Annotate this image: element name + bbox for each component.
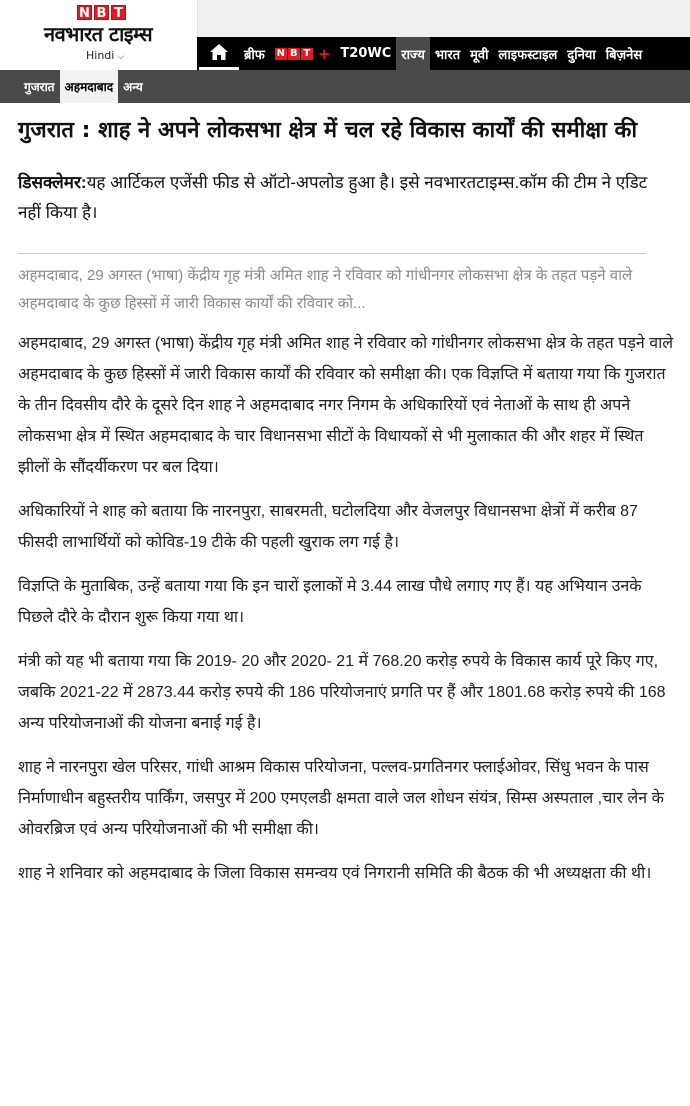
nav-item-movie[interactable] bbox=[465, 37, 493, 70]
nav-item-label: दुनिया bbox=[567, 47, 596, 63]
nav-item-nbt-plus[interactable] bbox=[270, 37, 336, 70]
sub-nav bbox=[0, 70, 690, 103]
language-selector[interactable] bbox=[86, 49, 124, 62]
nav-item-label: लाइफस्टाइल bbox=[498, 47, 558, 63]
article-paragraph: अधिकारियों ने शाह को बताया कि नारनपुरा, साबरमती, घटोलदिया और वेजलपुर विधानसभा क्षेत्रों में करीब 87 फीसदी लाभार्थियों को कोविड-19 टीके की पहली खुराक लग गई है। bbox=[18, 503, 638, 551]
home-icon bbox=[210, 44, 228, 60]
subnav-item-label: अन्य bbox=[123, 80, 143, 94]
site-header bbox=[0, 0, 690, 70]
main-nav bbox=[197, 37, 690, 70]
chevron-down-icon: ⌵ bbox=[117, 52, 125, 62]
nav-item-label: T20WC bbox=[340, 46, 392, 61]
nav-home[interactable] bbox=[199, 37, 239, 70]
nav-item-bharat[interactable] bbox=[430, 37, 465, 70]
disclaimer-text: यह आर्टिकल एजेंसी फीड से ऑटो-अपलोड हुआ है। इसे नवभारतटाइम्स.कॉम की टीम ने एडिट नहीं किया है। bbox=[18, 173, 648, 222]
subnav-item-ahmedabad[interactable] bbox=[60, 70, 119, 103]
article-paragraph: मंत्री को यह भी बताया गया कि 2019- 20 और 2020- 21 में 768.20 करोड़ रुपये के विकास कार्य पूरे किए गए, जबकि 2021-22 में 2873.44 करोड़ रुपये की 186 परियोजनाएं प्रगति पर हैं और 1801.68 करोड़ रुपये की 168 अन्य परियोजनाओं की योजना बनाई गई है। bbox=[18, 653, 666, 732]
logo-letter: T bbox=[111, 5, 126, 20]
plus-icon: + bbox=[317, 44, 331, 63]
nav-item-duniya[interactable] bbox=[562, 37, 600, 70]
nav-item-label: भारत bbox=[434, 47, 461, 63]
logo-letter: N bbox=[77, 5, 92, 20]
disclaimer bbox=[18, 168, 674, 228]
nav-item-label: ब्रीफ bbox=[244, 47, 265, 63]
logo-letter: N bbox=[276, 47, 286, 59]
nav-item-t20wc[interactable] bbox=[335, 37, 396, 70]
article-paragraph: शाह ने शनिवार को अहमदाबाद के जिला विकास समन्वय एवं निगरानी समिति की बैठक की भी अध्यक्षता की थी। bbox=[18, 865, 652, 882]
subnav-item-label: गुजरात bbox=[24, 80, 55, 94]
top-ad-strip bbox=[197, 0, 690, 37]
subnav-item-anya[interactable] bbox=[118, 70, 148, 103]
article-paragraph: अहमदाबाद, 29 अगस्त (भाषा) केंद्रीय गृह मंत्री अमित शाह ने रविवार को गांधीनगर लोकसभा क्षेत्र के तहत पड़ने वाले अहमदाबाद के कुछ हिस्सों में जारी विकास कार्यों की रविवार को समीक्षा की। एक विज्ञप्ति में बताया गया कि गुजरात के तीन दिवसीय दौरे के दूसरे दिन शाह ने अहमदाबाद नगर निगम के अधिकारियों एवं नेताओं के साथ ही अपने लोकसभा क्षेत्र में स्थित अहमदाबाद के चार विधानसभा सीटों के विधायकों से भी मुलाकात की और शहर में स्थित झीलों के सौंदर्यीकरण पर बल दिया। bbox=[18, 335, 674, 476]
disclaimer-label: डिसक्लेमर: bbox=[18, 173, 87, 192]
nav-item-label: बिज़नेस bbox=[605, 47, 643, 63]
nav-item-rajya[interactable] bbox=[396, 37, 430, 70]
article-paragraph: शाह ने नारनपुरा खेल परिसर, गांधी आश्रम विकास परियोजना, पल्लव-प्रगतिनगर फ्लाईओवर, सिंधु भवन के पास निर्माणाधीन बहुस्तरीय पार्किंग, जसपुर में 200 एमएलडी क्षमता वाले जल शोधन संयंत्र, सिम्स अस्पताल ,चार लेन के ओवरब्रिज एवं अन्य परियोजनाओं की भी समीक्षा की। bbox=[18, 759, 664, 838]
logo-wordmark: नवभारत टाइम्स bbox=[44, 22, 153, 46]
article-summary: अहमदाबाद, 29 अगस्त (भाषा) केंद्रीय गृह मंत्री अमित शाह ने रविवार को गांधीनगर लोकसभा क्षेत्र के तहत पड़ने वाले अहमदाबाद के कुछ हिस्सों में जारी विकास कार्यों की रविवार को... bbox=[18, 267, 633, 312]
site-logo[interactable] bbox=[0, 0, 197, 70]
article-headline: गुजरात : शाह ने अपने लोकसभा क्षेत्र में चल रहे विकास कार्यों की समीक्षा की bbox=[18, 118, 638, 143]
nav-item-label: मूवी bbox=[470, 47, 489, 63]
nav-item-label: राज्य bbox=[401, 47, 425, 63]
logo-letter: T bbox=[301, 48, 313, 60]
nav-item-business[interactable] bbox=[601, 37, 647, 70]
subnav-item-gujarat[interactable] bbox=[19, 70, 60, 103]
language-label: Hindi bbox=[86, 49, 115, 62]
divider bbox=[18, 253, 646, 254]
article bbox=[18, 112, 674, 889]
logo-letter: B bbox=[288, 48, 300, 60]
logo-letter: B bbox=[94, 5, 109, 20]
article-paragraph: विज्ञप्ति के मुताबिक, उन्हें बताया गया कि इन चारों इलाकों मे 3.44 लाख पौधे लगाए गए हैं। यह अभियान उनके पिछले दौरे के दौरान शुरू किया गया था। bbox=[18, 578, 642, 626]
nav-item-lifestyle[interactable] bbox=[494, 37, 563, 70]
subnav-item-label: अहमदाबाद bbox=[64, 80, 114, 94]
nav-item-brief[interactable] bbox=[239, 37, 270, 70]
nbt-logo-mark bbox=[77, 5, 126, 20]
